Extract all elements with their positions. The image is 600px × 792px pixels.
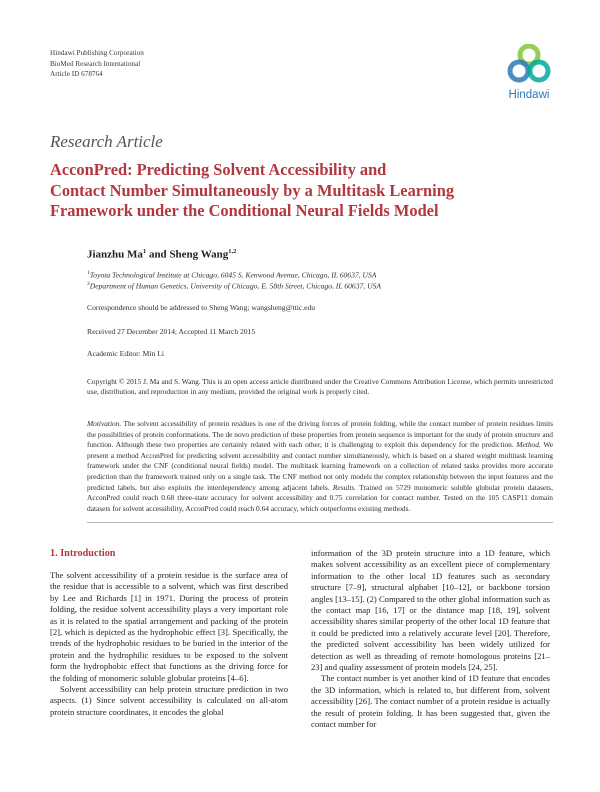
academic-editor: Academic Editor: Min Li	[87, 349, 164, 358]
abstract-motivation-label: Motivation.	[87, 419, 122, 428]
author-affiliation-mark: 1,2	[228, 248, 237, 255]
publisher-name: Hindawi Publishing Corporation	[50, 49, 144, 57]
affiliation-mark: 2	[87, 281, 90, 287]
affiliation-1	[87, 270, 376, 280]
article-id: Article ID 678764	[50, 70, 103, 78]
publisher-info	[50, 48, 144, 80]
journal-name: BioMed Research International	[50, 59, 141, 68]
abstract	[87, 419, 553, 514]
body-column-left	[50, 570, 288, 718]
affiliation-text: Department of Human Genetics, University of Chicago, E. 58th Street, Chicago, IL 60637, USA	[89, 281, 382, 291]
hindawi-rings-icon	[507, 44, 551, 88]
affiliation-mark: 1	[87, 270, 90, 276]
section-heading-introduction: 1. Introduction	[50, 548, 116, 559]
title-line: Framework under the Conditional Neural Fields Model	[50, 201, 439, 220]
affiliation-2	[87, 281, 381, 291]
title-line: AcconPred: Predicting Solvent Accessibility and	[50, 160, 387, 179]
article-title	[50, 160, 550, 222]
author-conjunction: and	[146, 248, 170, 261]
author-list	[87, 248, 236, 261]
body-paragraph: Solvent accessibility can help protein structure prediction in two aspects. (1) Since solvent accessibility is calculated on all-atom protein structure coordinates, it encodes the global	[50, 684, 288, 717]
hindawi-logo-text: Hindawi	[508, 89, 550, 101]
copyright-notice: Copyright © 2015 J. Ma and S. Wang. This is an open access article distributed under the Creative Commons Attribution License, which permits unrestricted use, distribution, and reproduction in any medium, provided the original work is properly cited.	[87, 377, 553, 396]
abstract-motivation-text: The solvent accessibility of protein residues is one of the driving forces of protein folding, while the contact number of protein residues limits the possibilities of protein conformations. The de novo prediction of these properties from protein sequence is important for the study of protein structure and function. Although these two properties are certainly related with each other, it is challenging to exploit this dependency for the prediction.	[87, 419, 553, 450]
received-accepted-dates: Received 27 December 2014; Accepted 11 March 2015	[87, 327, 256, 336]
body-paragraph: The solvent accessibility of a protein residue is the surface area of the residue that is accessible to a solvent, which was first described by Lee and Richards [1] in 1971. During the process of protein folding, the residue solvent accessibility plays a very important role as it is related to the spatial arrangement and packing of the protein [2], which is depicted as the hydrophobic effect [3]. Specifically, the trends of the hydrophobic residues to be buried in the interior of the protein and the hydrophilic residues to be exposed to the solvent form the hydrophobic effect that functions as the driving force for the folding of monomeric soluble globular proteins [4–6].	[50, 570, 288, 683]
title-line: Contact Number Simultaneously by a Multitask Learning	[50, 180, 455, 200]
abstract-divider	[87, 522, 553, 523]
author-name: Jianzhu Ma	[87, 248, 143, 261]
author-affiliation-mark: 1	[142, 248, 147, 255]
abstract-results-label: Results.	[332, 482, 357, 492]
body-paragraph: The contact number is yet another kind of 1D feature that encodes the 3D information, which is related to, but different from, solvent accessibility [26]. The contact number of a protein residue is actually the result of protein folding. It has been suggested that, given the contact number for	[311, 673, 550, 730]
abstract-method-text: We present a method AcconPred for predicting solvent accessibility and contact number simultaneously, which is based on a shared weight multitask learning framework under the CNF (conditional neural fields) model. The multitask learning framework on a collection of related tasks provides more accurate prediction than the framework trained only on a single task. The CNF method not only models the complex relationship between the input features and the predicted labels, but also exploits the interdependency among adjacent labels.	[87, 440, 553, 492]
author-name: Sheng Wang	[169, 248, 229, 261]
affiliation-text: Toyota Technological Institute at Chicago, 6045 S. Kenwood Avenue, Chicago, IL 60637, USA	[89, 270, 377, 280]
abstract-results-text: Trained on 5729 monomeric soluble globular protein datasets, AcconPred could reach 0.68 three-state accuracy for solvent accessibility and 0.75 correlation for contact number. Tested on the 105 CASP11 domain datasets for solvent accessibility, AcconPred could reach 0.64 accuracy, which outperforms existing methods.	[87, 482, 553, 513]
body-paragraph: information of the 3D protein structure into a 1D feature, which makes solvent accessibility as an excellent piece of complementary information to the other local 1D features such as secondary structure [7–9], structural alphabet [10–12], or backbone torsion angles [13–15]. (2) Compared to the other global information such as the contact map [16, 17] or the distance map [18, 19], solvent accessibility shares similar property of the other local 1D feature that it could be predicted into a relatively accurate level [20]. Therefore, the predicted solvent accessibility has been widely utilized for detection as well as threading of remote homologous proteins [21–23] and quality assessment of protein models [24, 25].	[311, 548, 550, 673]
article-type: Research Article	[50, 132, 163, 151]
abstract-method-label: Method.	[516, 440, 541, 450]
correspondence: Correspondence should be addressed to Sheng Wang; wangsheng@ttic.edu	[87, 303, 316, 312]
body-column-right	[311, 548, 550, 731]
